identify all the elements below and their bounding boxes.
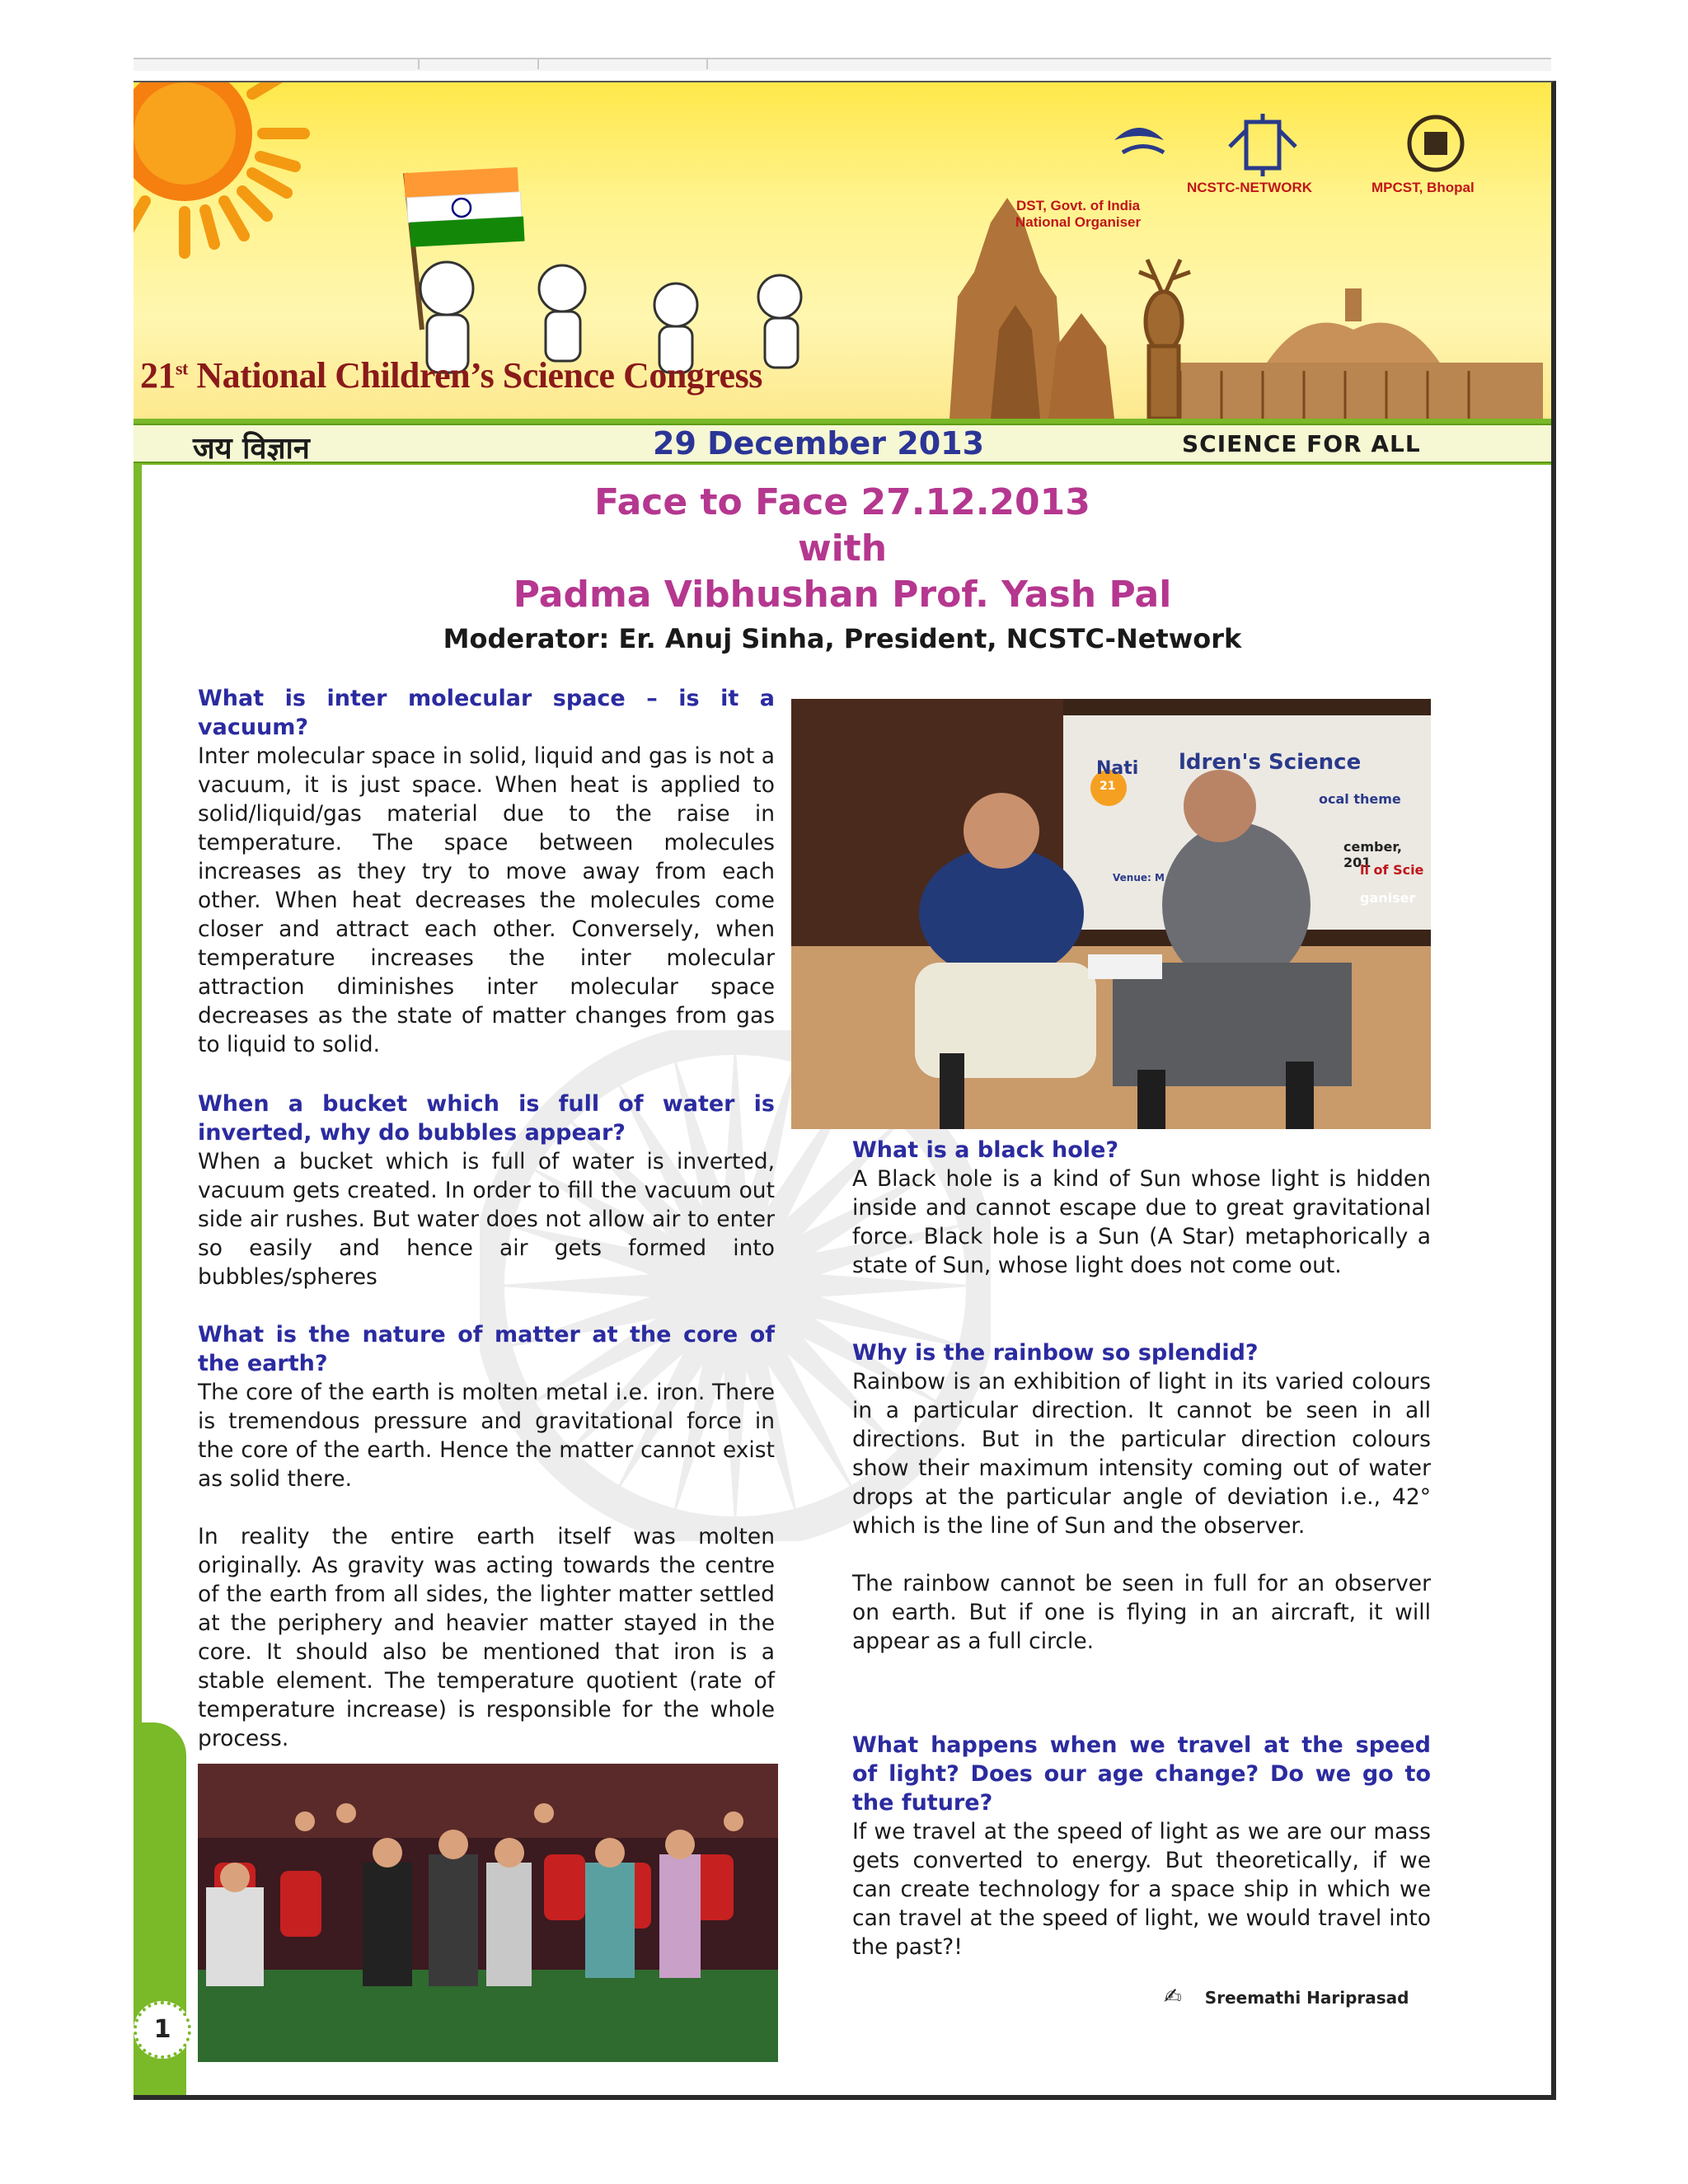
right-column [852, 1136, 1431, 1280]
question-heading: When a bucket which is full of water is inverted, why do bubbles appear? [198, 1091, 775, 1146]
dst-logo-line1: DST, Govt. of India [1015, 198, 1141, 213]
issue-date: 29 December 2013 [653, 425, 985, 462]
right-column-block2 [852, 1338, 1431, 1656]
sun-icon [134, 82, 304, 253]
question-heading: What happens when we travel at the speed of light? Does our age change? Do we go to the future? [852, 1732, 1431, 1816]
page-number: 1 [134, 2001, 191, 2059]
viewer-tick [537, 59, 539, 69]
stage-banner-text: ll of Scie [1360, 862, 1424, 878]
article-title-line1: Face to Face 27.12.2013 [594, 481, 1090, 523]
question-heading: What is the nature of matter at the core of the earth? [198, 1322, 775, 1376]
stage-banner-text: ldren's Science [1179, 750, 1362, 775]
date-bar [134, 419, 1551, 465]
moderator-line: Moderator: Er. Anuj Sinha, President, NCSTC-Network [443, 623, 1242, 654]
mpcst-logo-icon [1409, 117, 1462, 170]
answer-paragraph: The rainbow cannot be seen in full for an observer on earth. But if one is flying in an aircraft, it will appear as a full circle. [852, 1571, 1431, 1654]
answer-paragraph: If we travel at the speed of light as we are our mass gets converted to energy. But theoretically, if we can create technology for a space ship in which we can travel at the speed of light, we would travel into the past?! [852, 1819, 1431, 1960]
answer-paragraph: Inter molecular space in solid, liquid and gas is not a vacuum, it is just space. When heat is applied to solid/liquid/gas material due to the raise in temperature. The space between molecules increases as they try to move away from each other. When heat decreases the molecules come closer and attract each other. Conversely, when temperature increases the inter molecular attraction diminishes inter molecular space decreases as the state of matter changes from gas to liquid to solid. [198, 743, 775, 1057]
temple-illustration [950, 198, 1543, 419]
article-title-line3: Padma Vibhushan Prof. Yash Pal [513, 574, 1172, 616]
stage-banner-text: cember, 201 [1343, 839, 1402, 870]
dst-logo-caption [1015, 198, 1141, 231]
ncstc-logo-icon [1230, 114, 1296, 176]
stage-banner-text: Venue: M [1113, 872, 1165, 883]
question-heading: Why is the rainbow so splendid? [852, 1340, 1259, 1366]
stage-banner-text: Nati [1096, 758, 1139, 779]
stage-banner-text: ganiser [1360, 890, 1416, 906]
left-column [198, 684, 775, 1059]
header-banner [134, 82, 1551, 419]
article-title-line2: with [797, 527, 888, 569]
mpcst-logo-label: MPCST, Bhopal [1372, 180, 1475, 195]
newsletter-page [134, 81, 1556, 2100]
left-column-block2 [198, 1090, 775, 1291]
title-ordinal: st [176, 358, 188, 379]
audience-photo [198, 1764, 778, 2062]
question-heading: What is inter molecular space – is it a vacuum? [198, 686, 775, 740]
ncstc-logo-caption [1187, 180, 1312, 196]
mpcst-logo-caption [1372, 180, 1475, 196]
viewer-tick [706, 59, 708, 69]
title-text: National Children’s Science Congress [187, 355, 762, 396]
dst-logo-line2: National Organiser [1015, 214, 1142, 230]
right-column-block3 [852, 1731, 1431, 1961]
tagline: SCIENCE FOR ALL [1182, 430, 1421, 457]
author-signature [1164, 1985, 1409, 2009]
viewer-tick [418, 59, 420, 69]
answer-paragraph: In reality the entire earth itself was molten originally. As gravity was acting towards the centre of the earth from all sides, the lighter matter settled at the periphery and heavier matter stayed in the core. It should also be mentioned that iron is a stable element. The temperature quotient (rate of temperature increase) is responsible for the whole process. [198, 1524, 775, 1751]
ncstc-logo-label: NCSTC-NETWORK [1187, 180, 1313, 195]
left-column-block3 [198, 1320, 775, 1753]
author-name: Sreemathi Hariprasad [1204, 1988, 1409, 2008]
answer-paragraph: When a bucket which is full of water is inverted, vacuum gets created. In order to fill the vacuum out side air rushes. But water does not allow air to enter so easily and hence air gets formed into bubbles/spheres [198, 1149, 775, 1290]
congress-title [140, 354, 762, 396]
date-bar-inner [134, 424, 1551, 466]
answer-paragraph: The core of the earth is molten metal i.e. iron. There is tremendous pressure and gravitational force in the core of the earth. Hence the matter cannot exist as solid there. [198, 1380, 775, 1492]
audience-photo-image [198, 1764, 778, 2062]
viewer-top-edge [134, 58, 1551, 71]
stage-banner-text: ocal theme [1319, 791, 1401, 807]
title-number: 21 [140, 355, 176, 396]
stage-photo [791, 699, 1431, 1129]
answer-paragraph: Rainbow is an exhibition of light in its varied colours in a particular direction. It cannot be seen in all directions. But in the particular direction colours show their maximum intensity coming out of water drops at the particular angle of deviation i.e., 42° which is the line of Sun and the observer. [852, 1369, 1431, 1539]
answer-paragraph: A Black hole is a kind of Sun whose light is hidden inside and cannot escape due to great gravitational force. Black hole is a Sun (A Star) metaphorically a state of Sun, whose light does not come out. [852, 1166, 1431, 1278]
pen-icon: ✍ [1164, 1985, 1182, 2009]
stage-banner-badge: 21 [1100, 780, 1116, 793]
question-heading: What is a black hole? [852, 1137, 1119, 1163]
hindi-slogan: जय विज्ञान [193, 432, 310, 466]
dst-logo-icon [1114, 128, 1164, 152]
